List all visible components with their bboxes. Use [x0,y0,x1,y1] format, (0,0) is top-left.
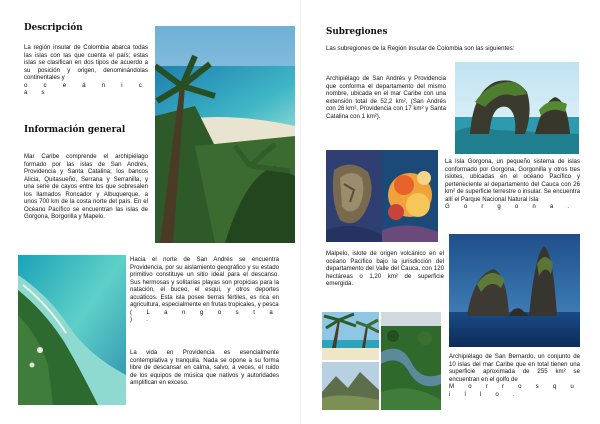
beach-palm-photo [155,26,295,243]
san-bernardo-text: Archipiélago de San Bernardo, un conjunto de 10 islas del mar Caribe que en total tienen una superficie aproximada de 255 km² se encuentran en el golfo de M o r r o s q u i l l o . [449,353,580,398]
page-fold [300,0,301,424]
subregiones-heading: Subregiones [326,27,388,37]
rock-arch-photo [455,62,579,154]
gorgona-text: La Isla Gorgona, un pequeño sistema de islas conformado por Gorgona, Gorgonilla y otros tres islotes, ubicadas en el océano Pacífico y perteneciente al departamento del Cauca con 26 km² de superficie terrestre o insular. Se encuentra allí el Parque Nacional Natural Isla G o r g o n a . [445,158,580,211]
descripcion-heading: Descripción [24,23,83,33]
san-andres-subregion-text: Archipiélago de San Andrés y Providencia que conforma el departamento del mismo nombre, ubicada en el mar Caribe con una extensión total de 52,2 km², (San Andrés con 26 km², Providencia con 17 km² y Santa Catalina con 1 km²). [326,75,446,120]
san-andres-text: Hacia el norte de San Andrés se encuentra Providencia, por su aislamiento geográfico y su estado primitivo constituye un sitio ideal para el descanso. Sus hermosas y solitarias playas son propicias para la natación, el buceo, el esquí, y otros deportes acuáticos. Esta isla posee tierras fértiles, es rica en agricultura, especialmente en frutas tropicales, y pesca ( L a n g o s t a ) . [130,256,279,324]
sea-stacks-photo [449,234,580,347]
aerial-island-photo [18,255,126,405]
coral-reef-photo [382,150,438,242]
descripcion-text: La región insular de Colombia abarca todas las islas con las que cuenta el país; estas islas se clasifican en dos tipos de acuerdo a su posición y origen, denominándolas continentales y o c e á n i c a s [24,44,148,97]
mountain-landscape-photo [322,362,379,410]
providencia-text: La vida en Providencia es esencialmente contemplativa y tranquila. Nada se opone a su forma libre de descansar en calma, salvo, a veces, el ruido de los equipos de música que nativos y autoridades amplifican en exceso. [130,349,279,387]
malpelo-aerial-photo [326,150,382,242]
info-general-heading: Información general [24,125,126,135]
palm-beach-photo [322,312,379,360]
subregiones-intro: Las subregiones de la Región Insular de Colombia son las siguientes: [326,45,515,52]
info-general-text: Mar Caribe comprende el archipiélago formado por las islas de San Andrés, Providencia y Santa Catalina; los bancos Alicia, Quitasueño, Serrana y Serranilla, y una serie de cayos entre los que sobresalen los llamados Roncador y Albuquerque, a unos 700 km de la costa norte del país. En el Océano Pacífico se encuentran las islas de Gorgona, Borgorilla y Mapelo. [24,153,148,221]
mangrove-river-photo [381,312,441,410]
malpelo-text: Malpelo, islote de origen volcánico en el océano Pacífico bajo la jurisdicción del departamento del Valle del Cauca, con 120 hectáreas o 1,20 km² de superficie emergida. [326,250,444,288]
